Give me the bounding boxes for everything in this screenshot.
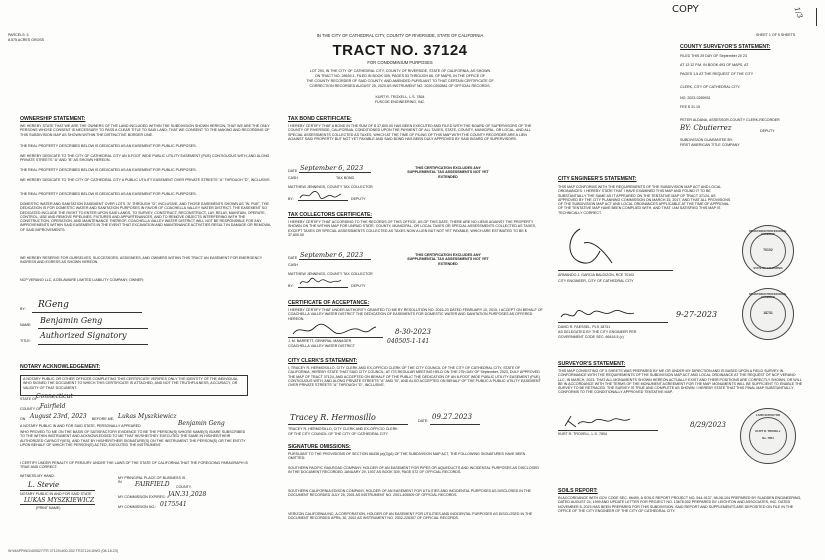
surveyor-name: KURT R. TROXELL, L.S. 7854 <box>558 432 607 436</box>
notary-personal: A NOTARY PUBLIC IN AND FOR SAID STATE, PERSONALLY APPEARED <box>20 424 141 428</box>
city-clerk-org: OF THE CITY COUNCIL OF THE CITY OF CATHEDRAL CITY <box>288 432 389 436</box>
notary-expires: JAN.31,2028 <box>168 491 207 498</box>
tax-collector-stamp: THIS CERTIFICATION EXCLUDES ANY SUPPLEMENTAL TAX ASSESSMENTS NOT YET EXTENDED <box>407 253 489 266</box>
acceptance-org: COACHELLA VALLEY WATER DISTRICT <box>288 344 355 348</box>
tax-bond-date-line <box>299 172 371 173</box>
tax-collector-name: MATTHEW JENNINGS, COUNTY TAX COLLECTOR <box>288 272 373 276</box>
notary-principal-val: FAIRFIELD <box>135 481 170 488</box>
ownership-p3: WE HEREBY DEDICATE TO THE CITY OF CATHEDRAL CITY AN 8-FOOT WIDE PUBLIC UTILITY EASEMENT (PUE) CONTIGUOUS WITH, AND ALONG PRIVATE STREETS "A" AND "B" AS SHOWN HEREON. <box>20 154 270 163</box>
clerk-line: CLERK, CITY OF CATHEDRAL CITY. <box>680 85 741 89</box>
delegate-signature <box>558 307 638 323</box>
surveyor-signature <box>562 414 632 430</box>
delegate-date: 9-27-2023 <box>676 310 718 319</box>
legal-line-4: CORRECTION RECORDED AUGUST 25, 2020 AS INSTRUMENT NO. 2020-0392881 OF OFFICIAL RECORDS. <box>309 84 491 88</box>
legal-line-2: ON TRACT NO. 28639-1, FILED IN BOOK 305, PAGES 53 THROUGH 66, OF MAPS, IN THE OFFICE OF <box>314 74 486 78</box>
notary-heading: NOTARY ACKNOWLEDGEMENT: <box>20 364 101 370</box>
acceptance-body: I HEREBY CERTIFY THAT UNDER AUTHORITY GRANTED TO ME BY RESOLUTION NO. 2015-23 DATED FEBRUARY 10, 2015, I ACCEPT ON BEHALF OF COACHELLA VALLEY WATER DISTRICT THE DEDICATION OF EASEMENTS FOR DOMESTIC WATER AND SANITATION PURPOSES AS OFFERED HEREON. <box>288 308 543 321</box>
guarantee-company: FIRST AMERICAN TITLE COMPANY <box>680 143 740 147</box>
surveyor-seal-no: No. 7854 <box>762 436 774 440</box>
notary-disclaimer: A NOTARY PUBLIC OR OTHER OFFICER COMPLETING THIS CERTIFICATE VERIFIES ONLY THE IDENTITY OF THE INDIVIDUAL WHO SIGNED THE DOCUMENT TO WHICH THIS CERTIFICATE IS ATTACHED, AND NOT THE TRUTHFULNESS, ACCURACY, OR VALIDITY OF THAT DOCUMENT. <box>23 377 238 390</box>
city-engineer-body: THIS MAP CONFORMS WITH THE REQUIREMENTS OF THE SUBDIVISION MAP ACT AND LOCAL ORDINANCES. I HEREBY STATE THAT I HAVE EXAMINED THIS MAP AND FOUND IT TO BE SUBSTANTIALLY THE SAME AS IT APPEARED ON THE TENTATIVE MAP OF TRACT 37124, AS APPROVED BY THE CITY PLANNING COMMISSION ON MARCH 15, 2017, AND THAT ALL PROVISIONS OF THE SUBDIVISION MAP ACT AND LOCAL ORDINANCES APPLICABLE AT THE TIME OF APPROVAL OF THE TENTATIVE MAP HAVE BEEN COMPLIED WITH, AND THAT I AM SATISFIED THIS MAP IS TECHNICALLY CORRECT. <box>558 185 731 215</box>
instrument-no: NO. 2023-0289931 <box>680 96 711 100</box>
surveyor-body: THIS MAP CONSISTING OF 5 SHEETS WAS PREPARED BY ME OR UNDER MY DIRECTION AND IS BASED UPON A FIELD SURVEY IN CONFORMANCE WITH THE REQUIREMENTS OF THE SUBDIVISION MAP ACT AND LOCAL ORDINANCE AT THE REQUEST OF NCP VERANO LLC, IN MARCH, 2023. THAT ALL MONUMENTS SHOWN HEREON ACTUALLY EXIST AND THEIR POSITIONS ARE CORRECTLY SHOWN, OR WILL BE IN ACCORDANCE WITH THE TERMS OF THE MONUMENT AGREEMENT FOR THE MAP. MONUMENTS WILL BE SUFFICIENT TO ENABLE THE SURVEY TO BE RETRACED. THE SURVEY IS TRUE AND COMPLETE AS SHOWN. I HEREBY STATE THAT THIS FINAL MAP SUBSTANTIALLY CONFORMS TO THE CONDITIONALLY APPROVED TENTATIVE MAP. <box>558 369 803 395</box>
tax-bond-date: September 6, 2023 <box>300 164 364 172</box>
firm-line: FUSCOE ENGINEERING, INC. <box>374 100 426 104</box>
surveyor-seal-name: KURT R. TROXELL <box>755 429 781 433</box>
drawing-file-ref: W:\MAPPING\400527\TR 37124\\400-002 TR37124.DWG (08-16-23) <box>8 549 119 553</box>
notary-print-label: (PRINT NAME) <box>36 506 61 510</box>
tax-collector-cash: CASH <box>288 263 298 267</box>
tax-bond-by: BY: <box>288 197 294 201</box>
tax-collector-date-label: DATE <box>288 256 298 260</box>
notary-state-label: STATE OF <box>20 397 38 401</box>
owner-company: NCP VERANO LLC, A DELAWARE LIMITED LIABILITY COMPANY, OWNER; <box>20 278 144 282</box>
tax-bond-sig-line <box>298 200 348 201</box>
owner-name-line <box>38 328 148 329</box>
notary-certify: I CERTIFY UNDER PENALTY OF PERJURY UNDER THE LAWS OF THE STATE OF CALIFORNIA THAT THE FOREGOING PARAGRAPH IS TRUE AND CORRECT. <box>20 461 248 470</box>
city-engineer-title: CITY ENGINEER, CITY OF CATHEDRAL CITY <box>558 279 634 283</box>
ownership-p1: WE HEREBY STATE THAT WE ARE THE OWNERS OF THE LAND INCLUDED WITHIN THE SUBDIVISION SHOWN HEREON; THAT WE ARE THE ONLY PERSONS WHOSE CONSENT IS NECESSARY TO PASS A CLEAR TITLE TO SAID LAND; THAT WE CONSENT TO THE MAKING AND RECORDING OF THIS SUBDIVISION MAP AS SHOWN WITHIN THE DISTINCTIVE BORDER LINE. <box>20 124 270 137</box>
owner-signature: RGeng <box>38 300 69 310</box>
owner-by-label: BY: <box>20 307 26 311</box>
ownership-p5: WE HEREBY DEDICATE TO THE CITY OF CATHEDRAL CITY A PUBLIC UTILITY EASEMENT OVER PRIVATE STREETS "A" THROUGH "D", INCLUSIVE. <box>20 178 271 182</box>
acceptance-heading: CERTIFICATE OF ACCEPTANCE: <box>288 300 370 306</box>
tax-bond-deputy: DEPUTY <box>351 197 366 201</box>
guarantee-label: SUBDIVISION GUARANTEE BY: <box>680 138 734 142</box>
city-clerk-signature: Tracey R. Hermosillo <box>290 413 376 422</box>
copy-stamp: COPY <box>672 4 699 15</box>
county-surveyor-heading: COUNTY SURVEYOR'S STATEMENT: <box>680 44 771 50</box>
city-clerk-sig-line <box>288 424 408 425</box>
county-deputy-sig: BY: Cbutierrez <box>680 124 732 132</box>
filed-line: FILED THIS 29 DAY OF September 20 23 <box>680 54 747 58</box>
pages-line: PAGES 1-5 AT THE REQUEST OF THE CITY <box>680 72 754 76</box>
acceptance-date: 8-30-2023 <box>395 328 431 336</box>
surveyor-sig-line <box>558 430 658 431</box>
ownership-p4: THE REAL PROPERTY DESCRIBED BELOW IS DEDICATED AS AN EASEMENT FOR PUBLIC PURPOSES: <box>20 168 197 172</box>
notary-county: Fairfield <box>40 403 66 410</box>
tax-collector-body: I HEREBY CERTIFY THAT ACCORDING TO THE RECORDS OF THIS OFFICE, AS OF THIS DATE, THERE ARE NO LIENS AGAINST THE PROPERTY SHOWN ON THE WITHIN MAP FOR UNPAID STATE, COUNTY, MUNICIPAL, OR LOCAL TAXES OR SPECIAL ASSESSMENTS COLLECTED AS TAXES, EXCEPT TAXES OR SPECIAL ASSESSMENTS COLLECTED AS TAXES NOW A LIEN BUT NOT YET PAYABLE, WHICH ARE ESTIMATED TO BE $ 37,800.00 <box>288 220 537 237</box>
tax-bond-collector: MATTHEW JENNINGS, COUNTY TAX COLLECTOR <box>288 185 373 189</box>
seal1-number: 70102 <box>763 248 773 252</box>
purpose-line: FOR CONDOMINIUM PURPOSES <box>367 60 433 65</box>
engineer-seal-1 <box>742 225 794 277</box>
ownership-p2: THE REAL PROPERTY DESCRIBED BELOW IS DEDICATED AS AN EASEMENT FOR PUBLIC PURPOSES: <box>20 144 197 148</box>
owner-name: Benjamin Geng <box>40 316 103 325</box>
notary-principal: MY PRINCIPAL PLACE OF BUSINESS IS IN <box>118 476 186 485</box>
parcels-label: PARCELS: 3 <box>8 33 29 37</box>
seal2-number: 18731 <box>763 311 773 315</box>
notary-comm-no: 0175541 <box>160 501 187 508</box>
surveyor-heading: SURVEYOR'S STATEMENT: <box>558 361 626 367</box>
soils-heading: SOILS REPORT: <box>558 488 598 494</box>
omissions-heading: SIGNATURE OMISSIONS: <box>288 444 351 450</box>
owner-name-label: NAME: <box>20 323 32 327</box>
soils-body: IN ACCORDANCE WITH GOV CODE SEC. 66490, A SOILS REPORT PROJECT NO. 544-9137, 98-08-104 PREPARED BY SLADDEN ENGINEERING, DATED AUGUST 24, 1999 AND UPDATE LETTER FOR PROJECT NO. 13678.002 PREPARED BY LEIGHTON AND ASSOCIATES, INC. DATED NOVEMBER 8, 2023 HAS BEEN PREPARED FOR THIS SUBDIVISION. SAID REPORT AND SUPPLEMENTS ARE DEPOSITED ON FILE IN THE OFFICE OF THE CITY ENGINEER OF THE CITY OF CATHEDRAL CITY. <box>558 496 802 513</box>
ownership-p6: THE REAL PROPERTY DESCRIBED BELOW IS DEDICATED AS AN EASEMENT FOR PUBLIC PURPOSES: <box>20 192 197 196</box>
omissions-p3: SOUTHERN CALIFORNIA EDISON COMPANY, HOLDER OF AN EASEMENT FOR UTILITIES AND INCIDENTAL PURPOSES AS DISCLOSED IN THE DOCUMENT RECORDED JULY 25, 2001 AS INSTRUMENT NO. 2001-405509 OF OFFICIAL RECORDS. <box>288 489 531 498</box>
ownership-p7: DOMESTIC WATER AND SANITATION EASEMENT OVER LOTS "A" THROUGH "D", INCLUSIVE, AND THOSE EASEMENTS SHOWN AS "W. PUE", THE DEDICATION IS FOR DOMESTIC WATER AND SANITATION PURPOSES IN FAVOR OF COACHELLA VALLEY WATER DISTRICT. THE EASEMENT SO DEDICATED INCLUDE THE RIGHT TO ENTER UPON SAID LANDS, TO SURVEY, CONSTRUCT, RECONSTRUCT, LAY, RELAY, MAINTAIN, OPERATE, CONTROL, USE AND REMOVE PIPELINES, FIXTURES AND APPURTENANCES, AND TO REMOVE OBJECTS INTERFERING WITH THE CONSTRUCTION, OPERATION, AND MAINTENANCE THEREOF. COACHELLA VALLEY WATER DISTRICT WILL NOT BE RESPONSIBLE FOR ANY IMPROVEMENTS WITHIN SAID EASEMENTS IN THE EVENT THAT EXCAVATION AND MAINTENANCE ACTIVITIES RESULT IN DAMAGE OR REMOVAL OF SAID IMPROVEMENTS. <box>20 202 271 232</box>
city-clerk-heading: CITY CLERK'S STATEMENT: <box>288 358 358 364</box>
owner-title: Authorized Signatory <box>40 331 127 340</box>
city-engineer-signature <box>560 225 616 267</box>
assessor-line: PETER ALDANA, ASSESSOR-COUNTY CLERK-RECORDER <box>680 118 780 122</box>
notary-sig-line <box>20 490 95 491</box>
notary-date: August 23rd, 2023 <box>30 413 87 420</box>
city-engineer-sig-line <box>558 270 673 271</box>
acceptance-name: J. M. BARRETT, GENERAL MANAGER <box>288 339 352 343</box>
at-line: AT 12:12 P.M. IN BOOK 493 OF MAPS, AT <box>680 63 749 67</box>
notary-before-me: BEFORE ME, <box>92 417 115 421</box>
city-clerk-date: 09.27.2023 <box>432 413 473 421</box>
acceptance-number: 040505-1-141 <box>387 338 430 345</box>
engineer-line: KURT R. TROXELL, L.S. 7854 <box>375 95 425 99</box>
notary-print-line <box>20 504 95 505</box>
tax-collector-deputy: DEPUTY <box>351 284 366 288</box>
omissions-p1: PURSUANT TO THE PROVISIONS OF SECTION 66436 (a)(3)(A) OF THE SUBDIVISION MAP ACT, THE FOLLOWING SIGNATURES HAVE BEEN OMITTED: <box>288 452 526 461</box>
fee-line: FEE $ 31.15 <box>680 105 700 109</box>
tax-bond-date-label: DATE <box>288 169 298 173</box>
tax-collector-sig-line <box>298 287 348 288</box>
corner-mark: 1/3 <box>792 6 804 20</box>
notary-county-label: COUNTY OF <box>20 407 42 411</box>
sheet-number: SHEET 1 OF 5 SHEETS <box>756 33 796 37</box>
notary-expires-label: MY COMMISSION EXPIRES: <box>118 495 166 499</box>
deputy-label: DEPUTY <box>760 129 775 133</box>
omissions-p4: VERIZON CALIFORNIA INC, A CORPORATION, HOLDER OF AN EASEMENT FOR UTILITIES AND INCIDENTAL PURPOSES AS DISCLOSED IN THE DOCUMENT RECORDED APRIL 30, 2002 AS INSTRUMENT NO. 2002-226307 OF OFFICIAL RECORDS. <box>288 512 533 521</box>
acceptance-sig-line <box>288 337 383 338</box>
city-clerk-date-line <box>430 424 480 425</box>
legal-line-3: THE COUNTY RECORDER OF SAID COUNTY, AND AMENDED PURSUANT TO THAT CERTAIN CERTIFICATE OF <box>306 79 494 83</box>
surveyor-seal-top: LAND SURVEYOR <box>755 413 781 417</box>
notary-body: WHO PROVED TO ME ON THE BASIS OF SATISFACTORY EVIDENCE TO BE THE PERSON(S) WHOSE NAME(S) IS/ARE SUBSCRIBED TO THE WITHIN INSTRUMENT AND ACKNOWLEDGED TO ME THAT HE/SHE/THEY EXECUTED THE SAME IN HIS/HER/THEIR AUTHORIZED CAPACITY(IES), AND THAT BY HIS/HER/THEIR SIGNATURE(S) ON THE INSTRUMENT THE PERSON(S) OR THE ENTITY UPON BEHALF OF WHICH THE PERSON(S) ACTED, EXECUTED THE INSTRUMENT. <box>20 430 246 447</box>
tax-collector-by: BY: <box>288 284 294 288</box>
seal2-top: REGISTERED PROFESSIONAL ENGINEER <box>748 293 788 299</box>
corner-tick <box>816 8 817 26</box>
delegate-sig-line <box>558 322 668 323</box>
owner-sig-line <box>32 312 142 313</box>
surveyor-date: 8/29/2023 <box>690 421 726 429</box>
notary-appeared: Benjamin Geng <box>178 420 225 427</box>
city-engineer-name: ARMANDO J. GARCIA BALDIZON, RCE 70102 <box>558 273 635 277</box>
tax-bond-body: I HEREBY CERTIFY THAT A BOND IN THE SUM OF $ 37,800.00 HAS BEEN EXECUTED AND FILED WITH THE BOARD OF SUPERVISORS OF THE COUNTY OF RIVERSIDE, CALIFORNIA, CONDITIONED UPON THE PAYMENT OF ALL TAXES, STATE, COUNTY, MUNICIPAL, OR LOCAL, AND ALL SPECIAL ASSESSMENTS COLLECTED AS TAXES, WHICH AT THE TIME OF FILING OF THIS MAP WITH THE COUNTY RECORDER ARE A LIEN AGAINST SAID PROPERTY BUT NOT YET PAYABLE AND SAID BOND HAS BEEN DULY APPROVED BY SAID BOARD OF SUPERVISORS. <box>288 124 532 141</box>
notary-np-line: NOTARY PUBLIC IN AND FOR SAID STATE <box>20 492 92 496</box>
gross-acres-label: 8.575 ACRES GROSS <box>8 38 45 42</box>
tax-bond-heading: TAX BOND CERTIFICATE: <box>288 116 352 122</box>
owner-title-line <box>38 344 148 345</box>
seal1-state: STATE OF CALIFORNIA <box>753 267 783 270</box>
acceptance-signature <box>290 322 378 338</box>
notary-state: Connecticut <box>36 393 73 400</box>
city-engineer-heading: CITY ENGINEER'S STATEMENT: <box>558 176 637 182</box>
delegate-code: GOVERNMENT CODE SEC. 66416.5 (c) <box>558 335 624 339</box>
city-clerk-name: TRACEY R. HERMOSILLO, CITY CLERK AND EX-OFFICIO CLERK <box>288 427 398 431</box>
tax-collector-date-line <box>299 259 371 260</box>
tax-bond-cash-label: CASH <box>288 176 298 180</box>
tax-collector-heading: TAX COLLECTORS CERTIFICATE: <box>288 212 373 218</box>
ownership-heading: OWNERSHIP STATEMENT: <box>20 116 86 122</box>
engineer-seal-2 <box>742 288 794 340</box>
notary-print-name: LUKAS MYSZKIEWICZ <box>24 497 95 504</box>
ownership-p8: WE HEREBY RESERVE FOR OURSELVES, SUCCESSORS, ASSIGNEES, AND OWNERS WITHIN THIS TRACT AN EASEMENT FOR EMERGENCY INGRESS AND EGRESS AS SHOWN HEREON. <box>20 256 263 265</box>
notary-county-word: COUNTY. <box>176 485 192 489</box>
city-line: IN THE CITY OF CATHEDRAL CITY, COUNTY OF RIVERSIDE, STATE OF CALIFORNIA <box>316 33 484 38</box>
notary-officer: Lukas Myszkiewicz <box>118 413 177 420</box>
city-clerk-body: I, TRACEY R. HERMOSILLO, CITY CLERK AND EX-OFFICIO CLERK OF THE CITY COUNCIL OF THE CITY OF CATHEDRAL CITY, STATE OF CALIFORNIA, HEREBY STATE THAT SAID CITY COUNCIL, AT ITS REGULAR MEETING HELD ON THE 27th DAY OF September, 2023, DULY APPROVED THE MAP OF TRACT 37124, AND ACCEPTED ON BEHALF OF THE PUBLIC THE DEDICATION OF AN 8-FOOT WIDE PUBLIC UTILITY EASEMENT (PUE) CONTIGUOUS WITH, AND ALONG PRIVATE STREETS "A" AND "B", AND ALSO ACCEPTED ON BEHALF OF THE PUBLIC A PUBLIC UTILITY EASEMENT OVER PRIVATE STREETS "A" THROUGH "D", INCLUSIVE. <box>288 366 541 388</box>
notary-comm-label: MY COMMISSION NO.: <box>118 505 157 509</box>
delegate-line: AS DELEGATED BY THE CITY ENGINEER PER <box>558 330 637 334</box>
delegate-name: DAVID R. FAESSEL, PLS 18731 <box>558 325 611 329</box>
omissions-p2: SOUTHERN PACIFIC RAILROAD COMPANY, HOLDER OF AN EASEMENT FOR PIPES OR AQUEDUCTS AND INCIDENTAL PURPOSES AS DISCLOSED IN THE DOCUMENT RECORDED JANUARY 29, 1937 AS BOOK 309, PAGE 572 OF OFFICIAL RECORDS. <box>288 466 539 475</box>
notary-signature: L. Stevie <box>28 481 60 489</box>
legal-line-1: LOT 293, IN THE CITY OF CATHEDRAL CITY, COUNTY OF RIVERSIDE, STATE OF CALIFORNIA, AS SHOWN <box>309 69 491 73</box>
seal1-top: REGISTERED PROFESSIONAL ENGINEER <box>748 230 788 236</box>
notary-on-label: ON <box>20 417 26 421</box>
tract-title: TRACT NO. 37124 <box>332 42 468 59</box>
tax-bond-cash-tail: TAX BOND <box>336 176 355 180</box>
notary-witness: WITNESS MY HAND: <box>20 474 55 478</box>
city-clerk-date-label: DATE: <box>418 419 429 423</box>
tax-collector-date: September 6, 2023 <box>300 251 364 259</box>
tax-bond-stamp: THIS CERTIFICATION EXCLUDES ANY SUPPLEMENTAL TAX ASSESSMENTS NOT YET EXTENDED <box>407 166 489 179</box>
owner-title-label: TITLE: <box>20 339 31 343</box>
surveyor-seal <box>740 408 796 464</box>
